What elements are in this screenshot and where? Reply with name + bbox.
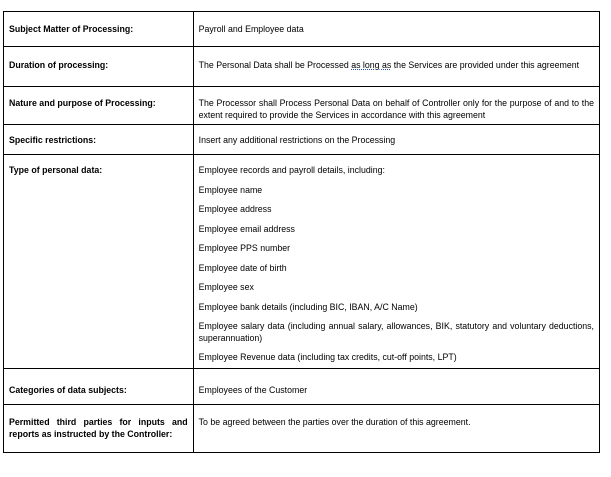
row-nature-purpose	[4, 87, 600, 125]
nature-purpose-label: Nature and purpose of Processing:	[4, 87, 194, 125]
personal-data-item: Employee salary data (including annual salary, allowances, BIK, statutory and voluntary deductions, superannuation)	[198, 321, 594, 343]
personal-data-item: Employee records and payroll details, including:	[198, 165, 385, 175]
row-duration	[4, 47, 600, 87]
duration-label: Duration of processing:	[4, 47, 194, 87]
type-personal-data-value	[193, 155, 599, 369]
duration-value	[193, 47, 599, 87]
row-permitted-third-parties	[4, 405, 600, 453]
row-specific-restrictions	[4, 125, 600, 155]
subject-matter-label: Subject Matter of Processing:	[4, 12, 194, 47]
personal-data-item: Employee sex	[198, 282, 254, 292]
personal-data-item: Employee address	[198, 204, 272, 214]
processing-details-table	[3, 11, 600, 453]
row-type-personal-data	[4, 155, 600, 369]
personal-data-item: Employee name	[198, 184, 263, 195]
personal-data-item: Employee date of birth	[198, 262, 287, 273]
personal-data-list	[199, 165, 594, 364]
data-subject-categories-value: Employees of the Customer	[193, 369, 599, 405]
duration-value-flagged-phrase: as long as	[351, 60, 392, 70]
processing-details-sheet	[3, 11, 600, 453]
personal-data-item: Employee email address	[198, 223, 295, 234]
personal-data-item: Employee bank details (including BIC, IBAN, A/C Name)	[198, 301, 418, 312]
data-subject-categories-label: Categories of data subjects:	[4, 369, 194, 405]
row-subject-matter	[4, 12, 600, 47]
specific-restrictions-label: Specific restrictions:	[4, 125, 194, 155]
specific-restrictions-value: Insert any additional restrictions on the Processing	[193, 125, 599, 155]
permitted-third-parties-value: To be agreed between the parties over the duration of this agreement.	[193, 405, 599, 453]
duration-value-suffix: the Services are provided under this agreement	[391, 60, 580, 70]
personal-data-item: Employee PPS number	[198, 243, 291, 253]
duration-value-prefix: The Personal Data shall be Processed	[198, 60, 352, 70]
type-personal-data-label: Type of personal data:	[4, 155, 194, 369]
permitted-third-parties-label: Permitted third parties for inputs and reports as instructed by the Controller:	[4, 405, 194, 453]
row-data-subject-categories	[4, 369, 600, 405]
personal-data-item: Employee Revenue data (including tax credits, cut-off points, LPT)	[198, 352, 457, 362]
nature-purpose-value: The Processor shall Process Personal Data on behalf of Controller only for the purpose of and to the extent required to provide the Services in accordance with this agreement	[193, 87, 599, 125]
subject-matter-value: Payroll and Employee data	[193, 12, 599, 47]
